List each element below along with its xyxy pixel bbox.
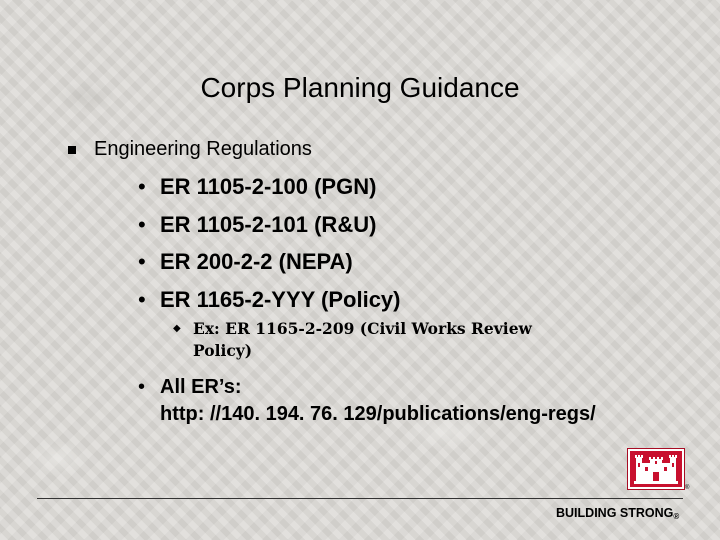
all-ers-label: All ER’s: [160, 376, 242, 398]
slide-title-text: Corps Planning Guidance [200, 72, 520, 103]
footer-text: BUILDING STRONG [556, 506, 674, 520]
square-bullet-icon [68, 146, 76, 154]
example-item [173, 318, 613, 362]
footer-registered-mark: ® [673, 512, 680, 521]
list-item [138, 247, 401, 285]
regulation-list [138, 172, 401, 322]
bullet-icon: • [138, 286, 146, 312]
level1-item [68, 138, 312, 161]
castle-icon [630, 451, 682, 487]
bullet-icon: • [138, 174, 146, 199]
footer-divider [37, 498, 683, 499]
regulation-text: ER 1165-2-YYY (Policy) [160, 286, 401, 312]
bullet-icon: • [138, 211, 146, 237]
example-line-2: Policy) [193, 341, 253, 360]
footer-tagline [556, 506, 679, 521]
logo-registered-mark: ® [685, 485, 690, 491]
regulation-text: ER 1105-2-100 (PGN) [160, 174, 377, 199]
usace-logo [628, 449, 684, 489]
all-ers-item [138, 374, 596, 428]
all-ers-link[interactable]: http: //140. 194. 76. 129/publications/eng-regs/ [160, 403, 596, 425]
example-line-1: Ex: ER 1165-2-209 (Civil Works Review [193, 319, 532, 338]
list-item [138, 172, 401, 210]
regulation-text: ER 200-2-2 (NEPA) [160, 249, 353, 274]
bullet-icon: • [138, 249, 146, 274]
slide-title [0, 72, 720, 104]
level1-text: Engineering Regulations [94, 138, 312, 160]
diamond-bullet-icon: ◆ [173, 323, 181, 334]
regulation-text: ER 1105-2-101 (R&U) [160, 211, 377, 237]
bullet-icon: • [138, 376, 146, 398]
list-item [138, 210, 401, 248]
list-item [138, 285, 401, 323]
